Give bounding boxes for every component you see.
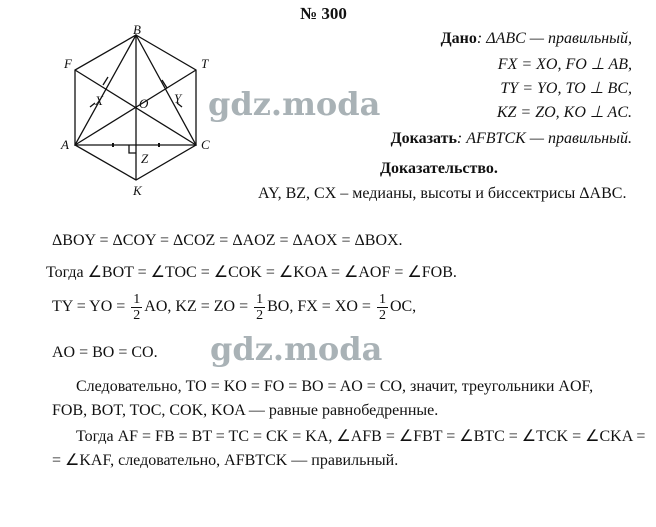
label-T: T	[201, 56, 209, 71]
label-A: A	[61, 137, 69, 152]
given-line-2: FX = XO, FO ⊥ AB,	[497, 56, 632, 73]
hexagon-figure	[55, 25, 220, 215]
fraction-one-half: $\frac{1}{2}$	[133, 292, 141, 323]
label-B: B	[133, 25, 141, 37]
label-K: K	[133, 183, 142, 198]
equation-halves: TY = YO = $\frac{1}{2}$ AO, KZ = ZO = $\frac{1}{2}$ BO, FX = XO = $\frac{1}{2}$ OC,	[52, 292, 417, 323]
label-O: O	[139, 96, 149, 111]
prove-statement: Доказать: AFBTCK — правильный.	[390, 130, 632, 147]
label-C: C	[201, 137, 210, 152]
label-Z: Z	[141, 151, 149, 166]
watermark-top: gdz.moda	[208, 85, 381, 123]
medians-statement: AY, BZ, CX – медианы, высоты и биссектрисы ΔABC.	[258, 185, 627, 202]
fraction-one-half: $\frac{1}{2}$	[378, 292, 386, 323]
equation-triangles-equal: ΔBOY = ΔCOY = ΔCOZ = ΔAOZ = ΔAOX = ΔBOX.	[52, 232, 403, 249]
label-X: X	[95, 93, 103, 108]
given-line-4: KZ = ZO, KO ⊥ AC.	[496, 104, 632, 121]
watermark-middle: gdz.moda	[210, 330, 383, 368]
given-line-1: Дано: ΔABC — правильный,	[440, 30, 632, 47]
given-line-3: TY = YO, TO ⊥ BC,	[500, 80, 632, 97]
conclusion-line-3: Тогда AF = FB = BT = TC = CK = KA, ∠AFB = ∠FBT = ∠BTC = ∠TCK = ∠CKA =	[76, 428, 646, 445]
conclusion-line-4: = ∠KAF, следовательно, AFBTCK — правильный.	[52, 452, 399, 469]
problem-number: № 300	[300, 4, 347, 23]
label-Y: Y	[174, 91, 182, 106]
equation-radii: AO = BO = CO.	[52, 344, 158, 361]
conclusion-line-2: FOB, BOT, TOC, COK, KOA — равные равнобедренные.	[52, 402, 439, 419]
conclusion-line-1: Следовательно, TO = KO = FO = BO = AO = CO, значит, треугольники AOF,	[76, 378, 594, 395]
fraction-one-half: $\frac{1}{2}$	[256, 292, 264, 323]
label-F: F	[64, 56, 72, 71]
equation-angles-equal: Тогда ∠BOT = ∠TOC = ∠COK = ∠KOA = ∠AOF = ∠FOB.	[46, 264, 457, 281]
proof-heading: Доказательство.	[380, 160, 498, 177]
